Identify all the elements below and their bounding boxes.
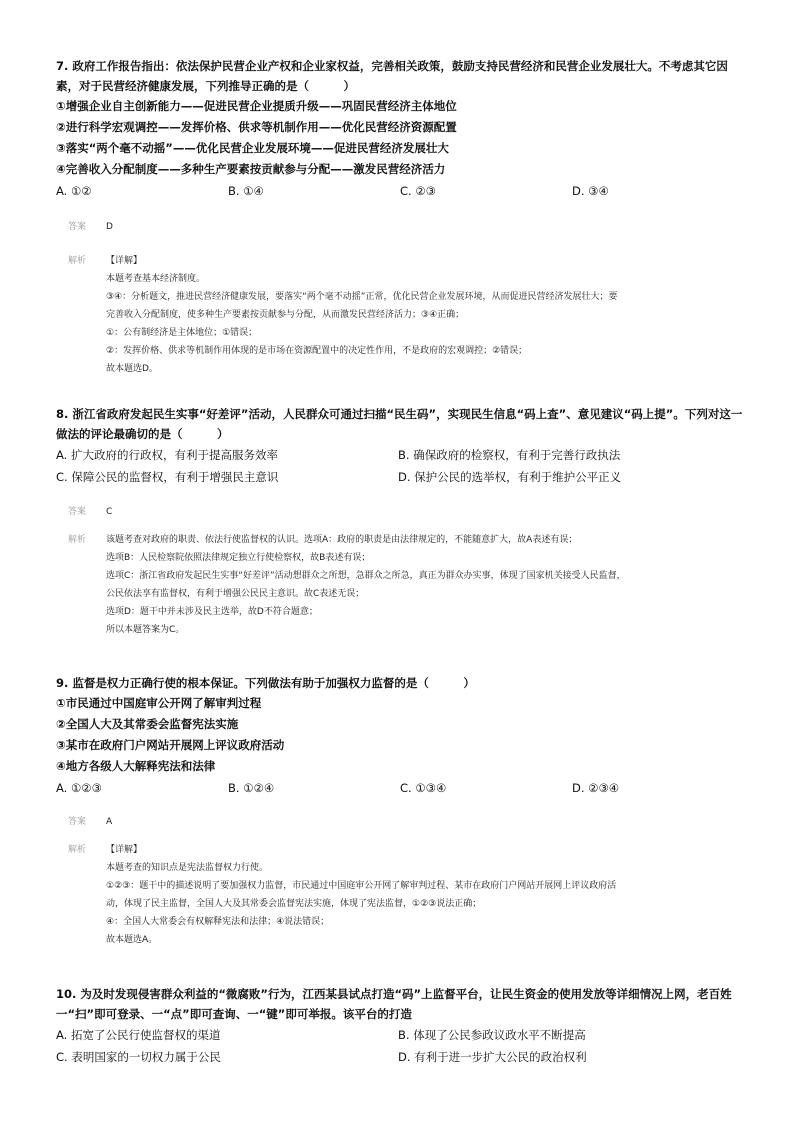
option-d: D. 有利于进一步扩大公民的政治权利 [398, 1050, 587, 1064]
analysis-line: ④：全国人大常委会有权解释宪法和法律；④说法错误； [106, 917, 330, 927]
question-7-statement-2: ②进行科学宏观调控——发挥价格、供求等机制作用——优化民营经济资源配置 [56, 120, 457, 134]
option-d: D. ②③④ [572, 781, 620, 795]
answer-value: C [106, 507, 113, 517]
analysis-row [68, 841, 738, 949]
analysis-line: 完善收入分配制度，使多种生产要素按贡献参与分配，从而激发民营经济活力；③④正确； [106, 310, 465, 320]
question-8-answer-block [68, 503, 738, 639]
question-8-options [56, 444, 746, 488]
analysis-line: 故本题选A。 [106, 935, 158, 945]
analysis-line: ②：发挥价格、供求等机制作用体现的是市场在资源配置中的决定性作用，不是政府的宏观调控；②错误； [106, 346, 528, 356]
option-c: C. ②③ [400, 184, 436, 198]
analysis-row [68, 531, 738, 639]
question-8 [56, 404, 746, 488]
question-8-stem: 8. 浙江省政府发起民生实事“好差评”活动，人民群众可通过扫描“民生码”，实现民生信息“码上查”、意见建议“码上提”。下列对这一做法的评论最确切的是（ ） [56, 407, 743, 441]
question-9-statement-3: ③某市在政府门户网站开展网上评议政府活动 [56, 738, 285, 752]
answer-label: 答案 [68, 222, 87, 232]
option-a: A. 拓宽了公民行使监督权的渠道 [56, 1028, 221, 1042]
question-7-statement-4: ④完善收入分配制度——多种生产要素按贡献参与分配——激发民营经济活力 [56, 162, 446, 176]
analysis-label: 解析 [68, 845, 87, 855]
option-a: A. ①② [56, 184, 92, 198]
answer-label: 答案 [68, 817, 87, 827]
answer-value: A [106, 817, 113, 827]
analysis-body [106, 252, 617, 378]
option-a: A. 扩大政府的行政权，有利于提高服务效率 [56, 448, 278, 462]
option-d: D. ③④ [572, 184, 609, 198]
option-d: D. 保护公民的选举权，有利于维护公平正义 [398, 470, 622, 484]
option-c: C. 保障公民的监督权，有利于增强民主意识 [56, 470, 279, 484]
question-7-statement-3: ③落实“两个毫不动摇”——优化民营企业发展环境——促进民营经济发展壮大 [56, 141, 449, 155]
question-7-statement-1: ①增强企业自主创新能力——促进民营企业提质升级——巩固民营经济主体地位 [56, 99, 457, 113]
analysis-line: 公民依法享有监督权，有利于增强公民民主意识。故C表述无误； [106, 589, 365, 599]
question-7-stem: 7. 政府工作报告指出：依法保护民营企业产权和企业家权益，完善相关政策，鼓励支持民营经济和民营企业发展壮大。不考虑其它因素，对于民营经济健康发展，下列推导正确的是（ ） [56, 59, 728, 93]
answer-label: 答案 [68, 507, 87, 517]
question-7-answer-block [68, 218, 738, 378]
question-9-statement-1: ①市民通过中国庭审公开网了解审判过程 [56, 696, 262, 710]
question-10-stem: 10. 为及时发现侵害群众利益的“微腐败”行为，江西某县试点打造“码”上监督平台，让民生资金的使用发放等详细情况上网，老百姓一“扫”即可登录、一“点”即可查询、一“键”即可举报。该平台的打造 [56, 987, 732, 1021]
question-9-options [56, 777, 746, 799]
analysis-body [106, 841, 616, 949]
question-9-stem: 9. 监督是权力正确行使的根本保证。下列做法有助于加强权力监督的是（ ） [56, 676, 475, 690]
option-a: A. ①②③ [56, 781, 102, 795]
answer-row [68, 813, 738, 831]
question-9-statement-4: ④地方各级人大解释宪法和法律 [56, 759, 216, 773]
option-b: B. 确保政府的检察权，有利于完善行政执法 [398, 448, 621, 462]
analysis-line: 故本题选D。 [106, 364, 158, 374]
option-b: B. 体现了公民参政议政水平不断提高 [398, 1028, 586, 1042]
question-9 [56, 673, 746, 799]
question-9-answer-block [68, 813, 738, 949]
analysis-line: 动，体现了民主监督，全国人大及其常委会监督宪法实施，体现了宪法监督，①②③说法正确； [106, 899, 482, 909]
analysis-label: 解析 [68, 535, 87, 545]
analysis-line: 选项B：人民检察院依照法律规定独立行使检察权，故B表述有误； [106, 553, 371, 563]
analysis-body [106, 531, 626, 639]
question-7-options [56, 180, 746, 202]
analysis-label: 解析 [68, 256, 87, 266]
answer-value: D [106, 222, 113, 232]
question-7 [56, 56, 746, 202]
analysis-line: 选项D：题干中并未涉及民主选举，故D不符合题意； [106, 607, 318, 617]
analysis-line: 本题考查基本经济制度。 [106, 274, 206, 284]
answer-row [68, 503, 738, 521]
analysis-line: 所以本题答案为C。 [106, 625, 185, 635]
analysis-line: ①：公有制经济是主体地位；①错误； [106, 328, 258, 338]
option-c: C. 表明国家的一切权力属于公民 [56, 1050, 221, 1064]
option-b: B. ①④ [228, 184, 264, 198]
analysis-row [68, 252, 738, 378]
answer-row [68, 218, 738, 236]
question-9-statement-2: ②全国人大及其常委会监督宪法实施 [56, 717, 239, 731]
option-b: B. ①②④ [228, 781, 275, 795]
analysis-line: 本题考查的知识点是宪法监督权力行使。 [106, 863, 269, 873]
analysis-line: 该题考查对政府的职责、依法行使监督权的认识。选项A：政府的职责是由法律规定的，不能随意扩大，故A表述有误； [106, 535, 578, 545]
analysis-line: 【详解】 [106, 256, 143, 266]
question-10-options [56, 1024, 746, 1068]
question-10 [56, 984, 746, 1068]
option-c: C. ①③④ [400, 781, 447, 795]
analysis-line: ①②③：题干中的描述说明了要加强权力监督，市民通过中国庭审公开网了解审判过程、某市在政府门户网站开展网上评议政府活 [106, 881, 617, 891]
analysis-line: ③④：分析题文，推进民营经济健康发展，要落实“两个毫不动摇”正常，优化民营企业发展环境，从而促进民营经济发展壮大；要 [106, 292, 618, 302]
analysis-line: 选项C：浙江省政府发起民生实事“好差评”活动想群众之所想，急群众之所急，真正为群众办实事，体现了国家机关接受人民监督， [106, 571, 626, 581]
analysis-line: 【详解】 [106, 845, 143, 855]
